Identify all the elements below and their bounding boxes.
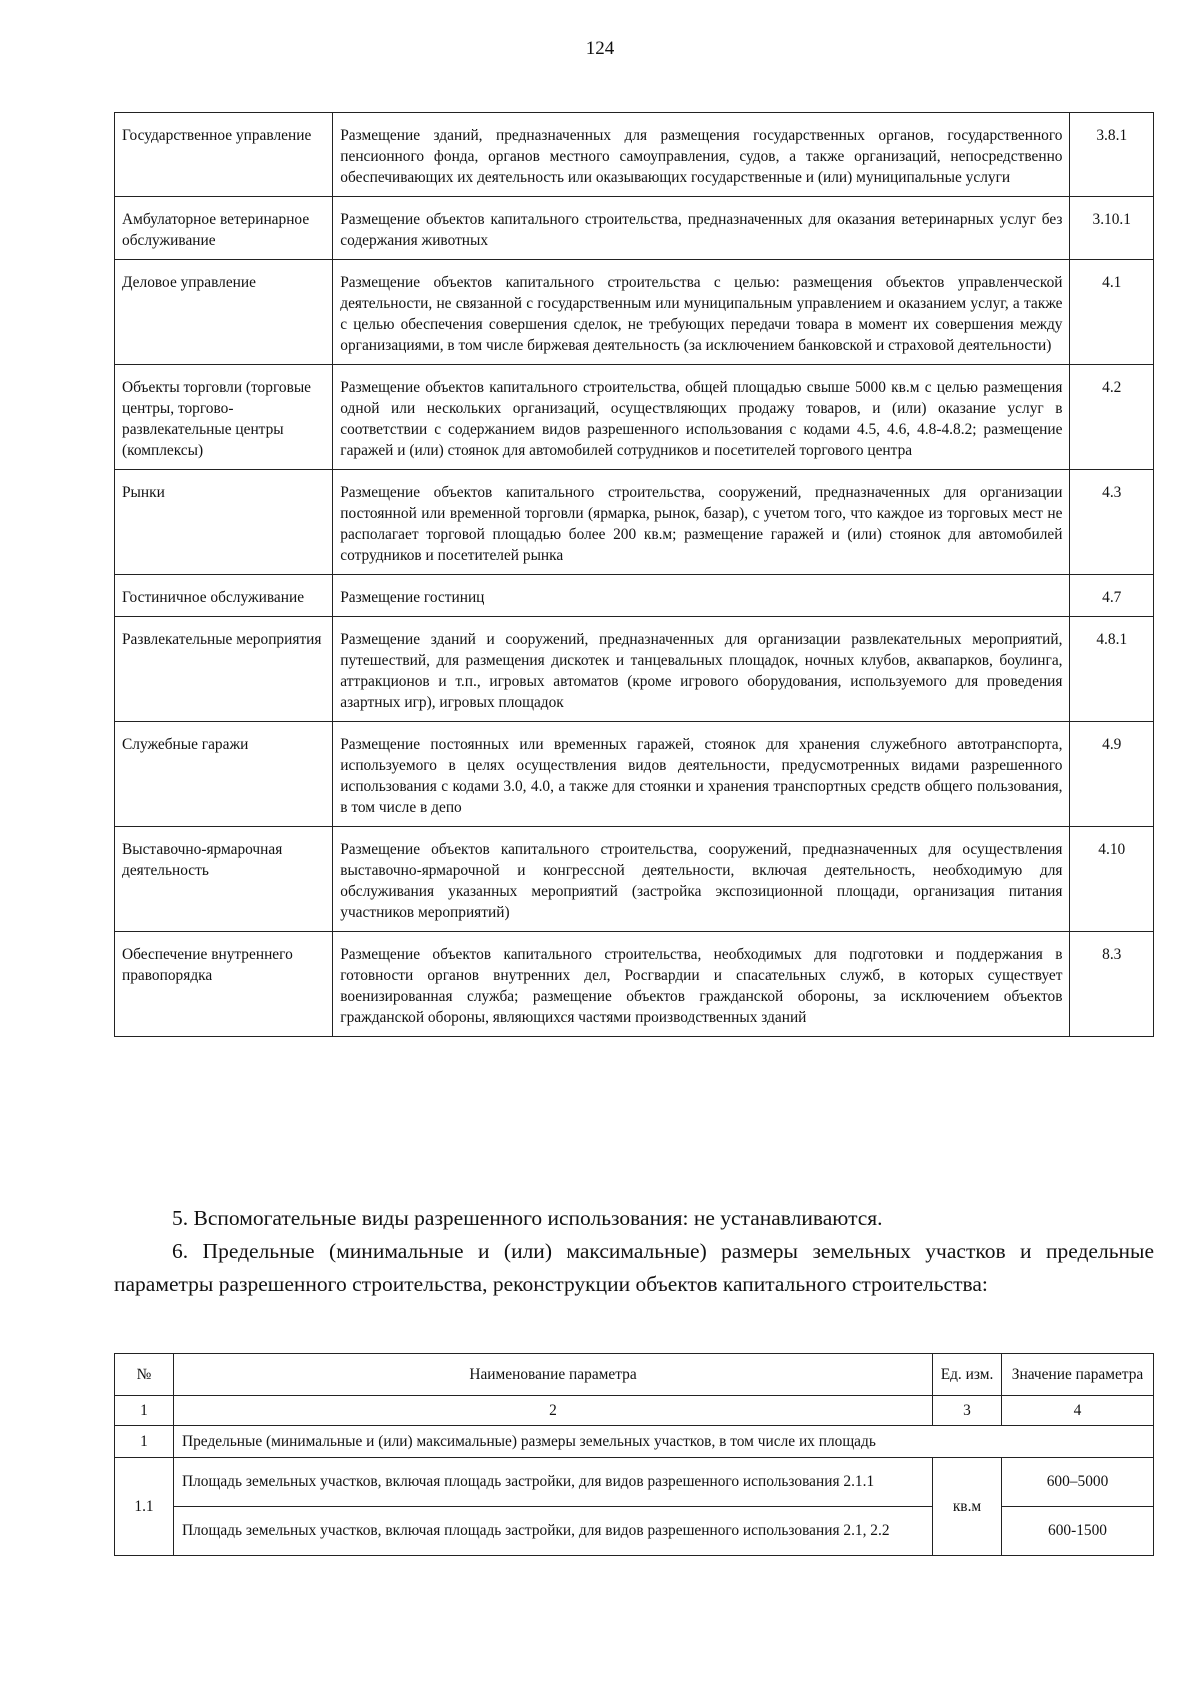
section-title: Предельные (минимальные и (или) максимальные) размеры земельных участков, в том числе их площадь xyxy=(174,1426,1154,1458)
permitted-uses-table xyxy=(114,112,1154,1037)
use-description: Размещение объектов капитального строительства, сооружений, предназначенных для организации постоянной или временной торговли (ярмарка, рынок, базар), с учетом того, что каждое из торговых мест не располагает торговой площадью более 200 кв.м; размещение гаражей и (или) стоянок для автомобилей сотрудников и посетителей рынка xyxy=(333,470,1069,575)
use-description: Размещение гостиниц xyxy=(333,575,1069,617)
use-name: Государственное управление xyxy=(115,113,333,197)
use-code: 4.9 xyxy=(1069,722,1154,827)
use-code: 4.10 xyxy=(1069,827,1154,932)
use-description: Размещение постоянных или временных гаражей, стоянок для хранения служебного автотранспорта, используемого в целях осуществления видов деятельности, предусмотренных видами разрешенного использования с кодами 3.0, 4.0, а также для стоянки и хранения транспортных средств общего пользования, в том числе в депо xyxy=(333,722,1069,827)
use-name: Служебные гаражи xyxy=(115,722,333,827)
use-row xyxy=(115,932,1154,1037)
use-description: Размещение объектов капитального строительства, необходимых для подготовки и поддержания в готовности органов внутренних дел, Росгвардии и спасательных служб, в которых существует военизированная служба; размещение объектов гражданской обороны, за исключением объектов гражданской обороны, являющихся частями производственных зданий xyxy=(333,932,1069,1037)
use-description: Размещение объектов капитального строительства, сооружений, предназначенных для осуществления выставочно-ярмарочной и конгрессной деятельности, включая деятельность, необходимую для обслуживания указанных мероприятий (застройка экспозиционной площади, организация питания участников мероприятий) xyxy=(333,827,1069,932)
use-code: 4.7 xyxy=(1069,575,1154,617)
use-row xyxy=(115,197,1154,260)
paragraph-5: 5. Вспомогательные виды разрешенного использования: не устанавливаются. xyxy=(172,1206,883,1230)
use-row xyxy=(115,113,1154,197)
use-code: 4.8.1 xyxy=(1069,617,1154,722)
param-value: 600-1500 xyxy=(1002,1507,1154,1556)
param-name: Площадь земельных участков, включая площадь застройки, для видов разрешенного использования 2.1, 2.2 xyxy=(174,1507,933,1556)
use-row xyxy=(115,260,1154,365)
column-number: 4 xyxy=(1002,1396,1154,1426)
header-value: Значение параметра xyxy=(1002,1354,1154,1396)
header-unit: Ед. изм. xyxy=(933,1354,1002,1396)
use-name: Объекты торговли (торговые центры, торгово-развлекательные центры (комплексы) xyxy=(115,365,333,470)
page-number: 124 xyxy=(585,38,615,59)
use-code: 8.3 xyxy=(1069,932,1154,1037)
params-column-numbers-row xyxy=(115,1396,1154,1426)
use-description: Размещение объектов капитального строительства с целью: размещения объектов управленческой деятельности, не связанной с государственным или муниципальным управлением и оказанием услуг, а также с целью обеспечения совершения сделок, не требующих передачи товара в момент их совершения между организациями, в том числе биржевая деятельность (за исключением банковской и страховой деятельности) xyxy=(333,260,1069,365)
use-description: Размещение объектов капитального строительства, общей площадью свыше 5000 кв.м с целью размещения одной или нескольких организаций, осуществляющих продажу товаров, и (или) оказание услуг в соответствии с содержанием видов разрешенного использования с кодами 4.5, 4.6, 4.8-4.8.2; размещение гаражей и (или) стоянок для автомобилей сотрудников и посетителей торгового центра xyxy=(333,365,1069,470)
header-num: № xyxy=(115,1354,174,1396)
use-row xyxy=(115,470,1154,575)
paragraph-6: 6. Предельные (минимальные и (или) максимальные) размеры земельных участков и предельные параметры разрешенного строительства, реконструкции объектов капитального строительства: xyxy=(114,1239,1154,1296)
use-row xyxy=(115,617,1154,722)
column-number: 3 xyxy=(933,1396,1002,1426)
use-name: Гостиничное обслуживание xyxy=(115,575,333,617)
section-number: 1 xyxy=(115,1426,174,1458)
use-name: Обеспечение внутреннего правопорядка xyxy=(115,932,333,1037)
params-header-row xyxy=(115,1354,1154,1396)
parameters-table xyxy=(114,1353,1154,1556)
use-name: Деловое управление xyxy=(115,260,333,365)
use-name: Рынки xyxy=(115,470,333,575)
use-description: Размещение объектов капитального строительства, предназначенных для оказания ветеринарных услуг без содержания животных xyxy=(333,197,1069,260)
use-code: 4.2 xyxy=(1069,365,1154,470)
params-section-row xyxy=(115,1426,1154,1458)
use-description: Размещение зданий, предназначенных для размещения государственных органов, государственного пенсионного фонда, органов местного самоуправления, судов, а также организаций, непосредственно обеспечивающих их деятельность или оказывающих государственные и (или) муниципальные услуги xyxy=(333,113,1069,197)
use-code: 4.1 xyxy=(1069,260,1154,365)
use-row xyxy=(115,575,1154,617)
use-name: Амбулаторное ветеринарное обслуживание xyxy=(115,197,333,260)
use-row xyxy=(115,722,1154,827)
header-param-name: Наименование параметра xyxy=(174,1354,933,1396)
use-row xyxy=(115,827,1154,932)
column-number: 1 xyxy=(115,1396,174,1426)
column-number: 2 xyxy=(174,1396,933,1426)
param-name: Площадь земельных участков, включая площадь застройки, для видов разрешенного использования 2.1.1 xyxy=(174,1458,933,1507)
use-row xyxy=(115,365,1154,470)
use-code: 4.3 xyxy=(1069,470,1154,575)
param-value: 600–5000 xyxy=(1002,1458,1154,1507)
use-name: Выставочно-ярмарочная деятельность xyxy=(115,827,333,932)
use-code: 3.8.1 xyxy=(1069,113,1154,197)
use-name: Развлекательные мероприятия xyxy=(115,617,333,722)
params-row xyxy=(115,1458,1154,1507)
param-unit: кв.м xyxy=(933,1458,1002,1556)
sub-number: 1.1 xyxy=(115,1458,174,1556)
use-description: Размещение зданий и сооружений, предназначенных для организации развлекательных мероприятий, путешествий, для размещения дискотек и танцевальных площадок, ночных клубов, аквапарков, боулинга, аттракционов и т.п., игровых автоматов (кроме игрового оборудования, используемого для проведения азартных игр), игровых площадок xyxy=(333,617,1069,722)
use-code: 3.10.1 xyxy=(1069,197,1154,260)
paragraphs xyxy=(114,1202,1154,1301)
